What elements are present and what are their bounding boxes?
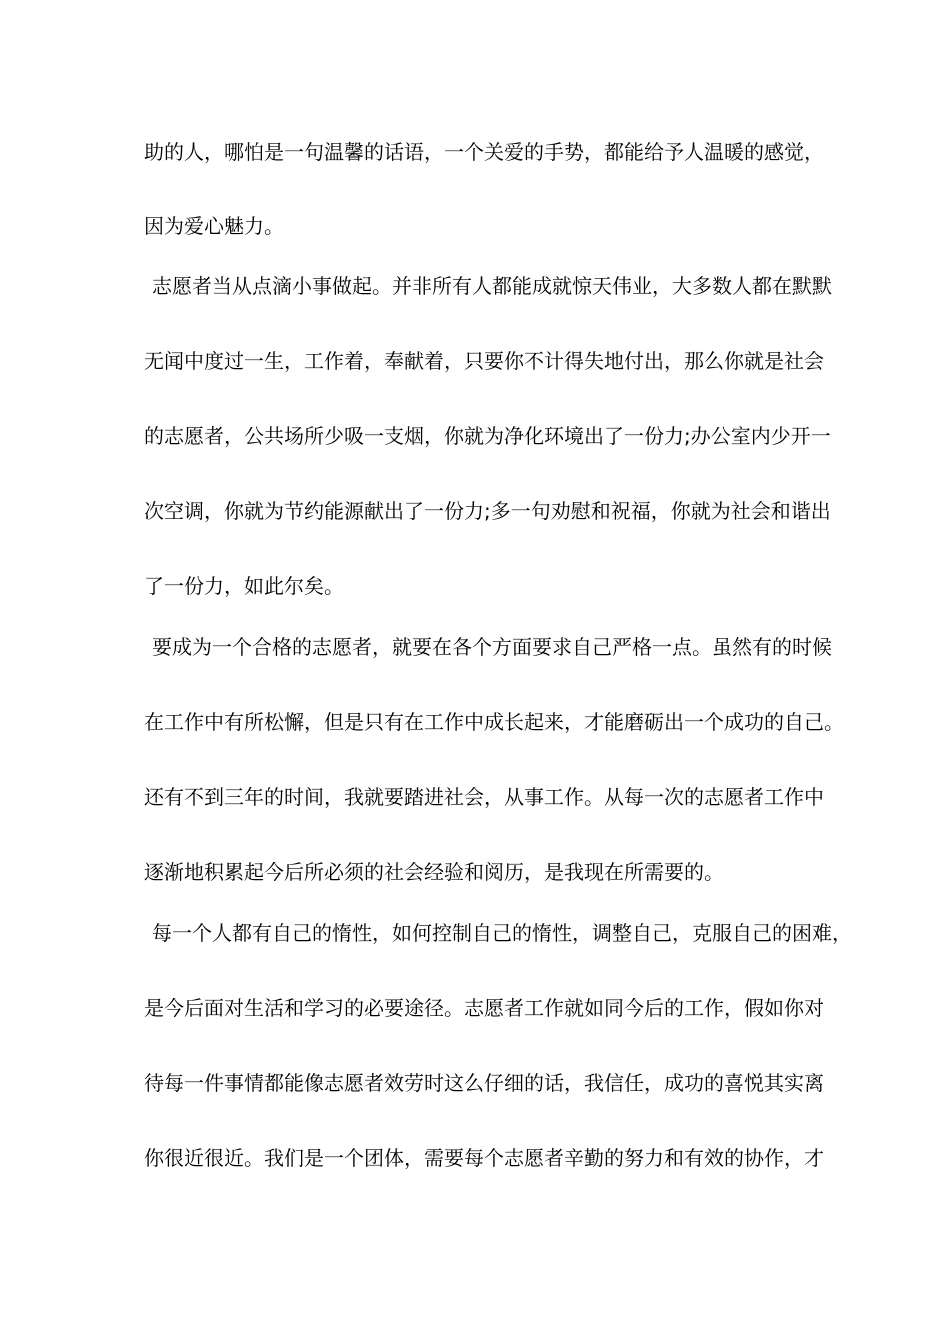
text-line: 因为爱心魅力。 <box>144 214 284 238</box>
text-line: 无闻中度过一生，工作着，奉献着，只要你不计得失地付出，那么你就是社会 <box>144 349 824 373</box>
paragraph-start-line: 要成为一个合格的志愿者，就要在各个方面要求自己严格一点。虽然有的时候 <box>152 635 832 659</box>
text-line: 次空调，你就为节约能源献出了一份力;多一句劝慰和祝福，你就为社会和谐出 <box>144 499 831 523</box>
text-line: 了一份力，如此尔矣。 <box>144 574 344 598</box>
text-line: 逐渐地积累起今后所必须的社会经验和阅历，是我现在所需要的。 <box>144 860 724 884</box>
text-line: 是今后面对生活和学习的必要途径。志愿者工作就如同今后的工作，假如你对 <box>144 996 824 1020</box>
text-line: 待每一件事情都能像志愿者效劳时这么仔细的话，我信任，成功的喜悦其实离 <box>144 1071 824 1095</box>
text-line: 的志愿者，公共场所少吸一支烟，你就为净化环境出了一份力;办公室内少开一 <box>144 424 831 448</box>
text-line: 还有不到三年的时间，我就要踏进社会，从事工作。从每一次的志愿者工作中 <box>144 785 824 809</box>
paragraph-start-line: 每一个人都有自己的惰性，如何控制自己的惰性，调整自己，克服自己的困难， <box>152 921 852 945</box>
paragraph-start-line: 志愿者当从点滴小事做起。并非所有人都能成就惊天伟业，大多数人都在默默 <box>152 274 832 298</box>
text-line: 你很近很近。我们是一个团体，需要每个志愿者辛勤的努力和有效的协作，才 <box>144 1146 824 1170</box>
text-line: 助的人，哪怕是一句温馨的话语，一个关爱的手势，都能给予人温暖的感觉， <box>144 140 824 164</box>
text-line: 在工作中有所松懈，但是只有在工作中成长起来，才能磨砺出一个成功的自己。 <box>144 710 844 734</box>
